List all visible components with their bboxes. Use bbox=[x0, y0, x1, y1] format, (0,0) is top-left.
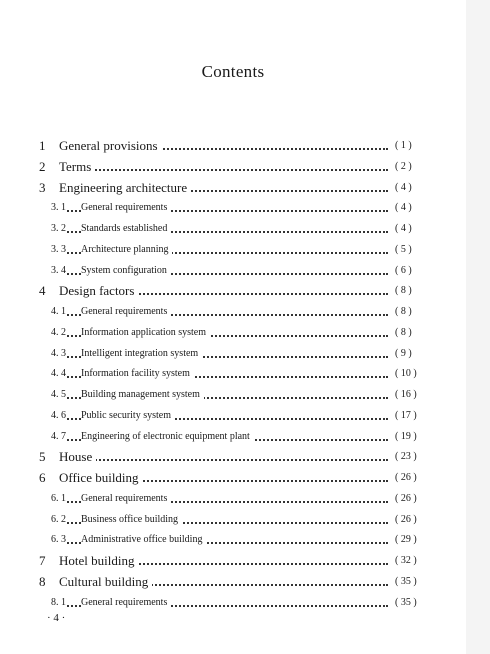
toc-entry-title: General requirements bbox=[81, 493, 171, 504]
toc-entry-page: ( 2 ) bbox=[392, 161, 412, 172]
toc-entry-title: Hotel building bbox=[59, 553, 138, 569]
toc-entry-title: Information facility system bbox=[81, 368, 194, 379]
toc-entry-title: Engineering architecture bbox=[59, 180, 191, 196]
toc-entry-number: 8. 1 bbox=[51, 596, 66, 608]
toc-entry bbox=[0, 595, 466, 613]
toc-entry-number: 5 bbox=[39, 449, 46, 465]
toc-entry-page: ( 17 ) bbox=[392, 410, 417, 421]
page-title: Contents bbox=[201, 62, 265, 81]
toc-entry bbox=[0, 283, 466, 301]
toc-entry-page: ( 6 ) bbox=[392, 265, 412, 276]
toc-entry-number: 3. 3 bbox=[51, 243, 66, 255]
toc-entry-title: Design factors bbox=[59, 283, 138, 299]
toc-entry-page: ( 26 ) bbox=[392, 514, 417, 525]
toc-entry-title: System configuration bbox=[81, 265, 171, 276]
toc-entry-title: Engineering of electronic equipment plant bbox=[81, 431, 254, 442]
toc-entry-title: General requirements bbox=[81, 597, 171, 608]
toc-entry-title: House bbox=[59, 449, 96, 465]
toc-entry-number: 4. 3 bbox=[51, 347, 66, 359]
toc-entry-page: ( 19 ) bbox=[392, 431, 417, 442]
toc-entry bbox=[0, 387, 466, 405]
toc-entry bbox=[0, 159, 466, 177]
toc-entry-page: ( 32 ) bbox=[392, 555, 417, 566]
toc-entry-number: 2 bbox=[39, 158, 46, 174]
toc-entry bbox=[0, 574, 466, 592]
toc-entry bbox=[0, 429, 466, 447]
toc-entry-title: Architecture planning bbox=[81, 244, 172, 255]
toc-entry-page: ( 8 ) bbox=[392, 285, 412, 296]
page-edge-margin bbox=[466, 0, 490, 654]
toc-entry-number: 4. 6 bbox=[51, 409, 66, 421]
toc-entry-title: Intelligent integration system bbox=[81, 348, 202, 359]
toc-entry-page: ( 26 ) bbox=[392, 493, 417, 504]
toc-entry-title: Business office building bbox=[81, 514, 182, 525]
toc-entry-number: 6 bbox=[39, 470, 46, 485]
toc-entry-number: 3. 2 bbox=[51, 223, 66, 234]
toc-entry-title: Terms bbox=[59, 159, 95, 175]
toc-entry-title: Information application system bbox=[81, 327, 210, 338]
toc-entry-page: ( 4 ) bbox=[392, 223, 412, 234]
toc-entry-title: Public security system bbox=[81, 410, 175, 421]
toc-entry-number: 4. 1 bbox=[51, 306, 66, 317]
toc-entry-page: ( 10 ) bbox=[392, 368, 417, 379]
toc-entry-number: 6. 3 bbox=[51, 534, 66, 546]
toc-entry-number: 1 bbox=[39, 138, 46, 153]
toc-entry bbox=[0, 532, 466, 550]
toc-entry-page: ( 5 ) bbox=[392, 244, 412, 255]
toc-entry bbox=[0, 180, 466, 198]
toc-entry bbox=[0, 263, 466, 281]
toc-entry-page: ( 4 ) bbox=[392, 182, 412, 193]
toc-entry-number: 6. 1 bbox=[51, 492, 66, 504]
toc-entry-title: General requirements bbox=[81, 306, 171, 317]
toc-entry-title: Building management system bbox=[81, 389, 204, 400]
toc-entry-number: 7 bbox=[39, 553, 46, 568]
toc-entry bbox=[0, 449, 466, 467]
toc-entry bbox=[0, 304, 466, 322]
toc-entry-page: ( 8 ) bbox=[392, 327, 412, 338]
toc-entry-number: 6. 2 bbox=[51, 513, 66, 525]
toc-entry-number: 3 bbox=[39, 179, 46, 195]
toc-entry-page: ( 8 ) bbox=[392, 306, 412, 317]
toc-entry-number: 4. 2 bbox=[51, 326, 66, 338]
toc-entry-page: ( 26 ) bbox=[392, 472, 417, 483]
toc-entry-page: ( 4 ) bbox=[392, 202, 412, 213]
toc-entry-title: General provisions bbox=[59, 138, 162, 154]
toc-entry-title: Administrative office building bbox=[81, 534, 206, 545]
toc-entry bbox=[0, 366, 466, 384]
toc-entry-number: 4. 7 bbox=[51, 430, 66, 442]
toc-entry-number: 3. 1 bbox=[51, 202, 66, 214]
toc-entry-number: 8 bbox=[39, 573, 46, 589]
toc-entry-page: ( 1 ) bbox=[392, 140, 412, 151]
toc-entry bbox=[0, 200, 466, 218]
toc-entry-title: Cultural building bbox=[59, 574, 152, 590]
toc-entry bbox=[0, 408, 466, 426]
toc-entry-title: Standards established bbox=[81, 223, 171, 234]
toc-entry-number: 3. 4 bbox=[51, 264, 66, 276]
toc-entry-page: ( 29 ) bbox=[392, 534, 417, 545]
toc-entry bbox=[0, 242, 466, 260]
toc-entry-page: ( 35 ) bbox=[392, 576, 417, 587]
toc-entry bbox=[0, 512, 466, 530]
toc-entry-page: ( 35 ) bbox=[392, 597, 417, 608]
toc-leader-dots bbox=[60, 169, 388, 171]
toc-entry-page: ( 23 ) bbox=[392, 451, 417, 462]
toc-entry-title: General requirements bbox=[81, 202, 171, 213]
toc-entry bbox=[0, 470, 466, 488]
toc-leader-dots bbox=[60, 459, 388, 461]
toc-entry-page: ( 9 ) bbox=[392, 348, 412, 359]
toc-entry-page: ( 16 ) bbox=[392, 389, 417, 400]
toc-entry-number: 4. 4 bbox=[51, 368, 66, 380]
toc-entry bbox=[0, 138, 466, 156]
toc-entry bbox=[0, 221, 466, 239]
toc-entry bbox=[0, 325, 466, 343]
toc-entry-number: 4. 5 bbox=[51, 389, 66, 400]
page-number-footer: · 4 · bbox=[47, 612, 66, 624]
toc-entry bbox=[0, 553, 466, 571]
toc-entry bbox=[0, 346, 466, 364]
toc-entry-title: Office building bbox=[59, 470, 143, 486]
toc-entry bbox=[0, 491, 466, 509]
toc-entry-number: 4 bbox=[39, 283, 46, 299]
